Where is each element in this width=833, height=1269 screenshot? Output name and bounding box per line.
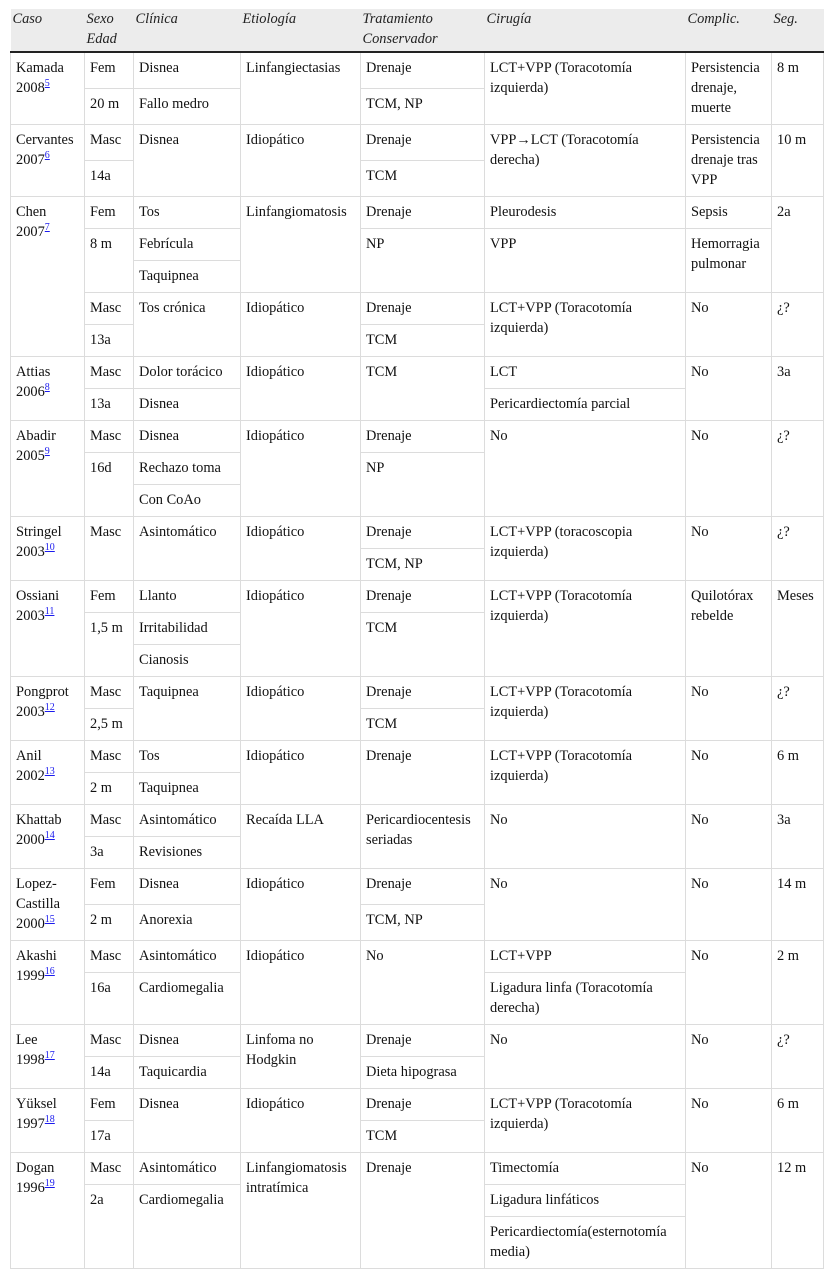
cell-edad: 2 m bbox=[85, 773, 134, 805]
cell-cirugia: Pericardiectomía(esternotomía media) bbox=[485, 1217, 686, 1269]
cell-caso: Lopez-Castilla 2000$^{15}$ bbox=[11, 869, 85, 941]
cell-clinica: Disnea bbox=[134, 1025, 241, 1057]
case-table-container bbox=[10, 9, 824, 1269]
cell-cirugia: LCT+VPP (Toracotomía izquierda) bbox=[485, 581, 686, 677]
cell-tratamiento: No bbox=[361, 941, 485, 1025]
cell-seg: 10 m bbox=[772, 125, 824, 197]
cell-complic: No bbox=[686, 1025, 772, 1089]
table-row bbox=[11, 741, 824, 773]
cell-edad: 14a bbox=[85, 1057, 134, 1089]
cell-etiologia: Idiopático bbox=[241, 741, 361, 805]
cell-clinica: Tos crónica bbox=[134, 293, 241, 357]
cell-complic: Quilotórax rebelde bbox=[686, 581, 772, 677]
header-row bbox=[11, 9, 824, 52]
table-row bbox=[11, 197, 824, 229]
table-row bbox=[11, 421, 824, 453]
cell-cirugia: LCT+VPP bbox=[485, 941, 686, 973]
cell-caso: Cervantes 2007$^6$ bbox=[11, 125, 85, 197]
cell-etiologia: Idiopático bbox=[241, 293, 361, 357]
header-tratamiento: Tratamiento Conservador bbox=[361, 9, 485, 52]
cell-etiologia: Idiopático bbox=[241, 1089, 361, 1153]
cell-edad: 8 m bbox=[85, 229, 134, 293]
cell-complic: No bbox=[686, 869, 772, 941]
cell-cirugia: Timectomía bbox=[485, 1153, 686, 1185]
cell-tratamiento: Pericardiocentesis seriadas bbox=[361, 805, 485, 869]
cell-etiologia: Idiopático bbox=[241, 357, 361, 421]
cell-tratamiento: Drenaje bbox=[361, 293, 485, 325]
cell-tratamiento: TCM, NP bbox=[361, 905, 485, 941]
cell-clinica: Fallo medro bbox=[134, 89, 241, 125]
cell-cirugia: LCT+VPP (Toracotomía izquierda) bbox=[485, 52, 686, 125]
cell-etiologia: Linfoma no Hodgkin bbox=[241, 1025, 361, 1089]
cell-clinica: Dolor torácico bbox=[134, 357, 241, 389]
reference-link[interactable]: 5 bbox=[44, 78, 50, 90]
cell-cirugia: LCT+VPP (Toracotomía izquierda) bbox=[485, 293, 686, 357]
cell-edad: 3a bbox=[85, 837, 134, 869]
cell-tratamiento: Drenaje bbox=[361, 52, 485, 89]
cell-seg: 8 m bbox=[772, 52, 824, 125]
table-row bbox=[11, 1153, 824, 1185]
cell-caso: Yüksel 1997$^{18}$ bbox=[11, 1089, 85, 1153]
cell-cirugia: LCT+VPP (Toracotomía izquierda) bbox=[485, 677, 686, 741]
cell-clinica: Disnea bbox=[134, 125, 241, 197]
cell-clinica: Taquipnea bbox=[134, 261, 241, 293]
table-row bbox=[11, 869, 824, 905]
cell-cirugia: LCT+VPP (Toracotomía izquierda) bbox=[485, 741, 686, 805]
header-sexo-edad: Sexo Edad bbox=[85, 9, 134, 52]
cell-clinica: Revisiones bbox=[134, 837, 241, 869]
cell-sexo: Masc bbox=[85, 1025, 134, 1057]
cell-sexo: Masc bbox=[85, 421, 134, 453]
cell-edad: 14a bbox=[85, 161, 134, 197]
reference-link[interactable]: 16 bbox=[44, 966, 55, 978]
cell-clinica: Asintomático bbox=[134, 1153, 241, 1185]
cell-tratamiento: Drenaje bbox=[361, 197, 485, 229]
cell-tratamiento: Drenaje bbox=[361, 125, 485, 161]
cell-sexo: Masc bbox=[85, 677, 134, 709]
cell-sexo: Fem bbox=[85, 581, 134, 613]
reference-link[interactable]: 18 bbox=[44, 1114, 55, 1126]
reference-link[interactable]: 17 bbox=[44, 1050, 55, 1062]
cell-tratamiento: NP bbox=[361, 229, 485, 293]
table-row bbox=[11, 52, 824, 89]
cell-complic: No bbox=[686, 941, 772, 1025]
header-clinica: Clínica bbox=[134, 9, 241, 52]
cell-clinica: Disnea bbox=[134, 389, 241, 421]
cell-complic: No bbox=[686, 357, 772, 421]
cell-clinica: Asintomático bbox=[134, 517, 241, 581]
cell-clinica: Tos bbox=[134, 741, 241, 773]
cell-sexo: Masc bbox=[85, 517, 134, 581]
reference-link[interactable]: 14 bbox=[44, 830, 55, 842]
cell-etiologia: Idiopático bbox=[241, 517, 361, 581]
cell-tratamiento: TCM, NP bbox=[361, 89, 485, 125]
cell-edad: 1,5 m bbox=[85, 613, 134, 677]
header-etiologia: Etiología bbox=[241, 9, 361, 52]
table-row bbox=[11, 1025, 824, 1057]
header-seg: Seg. bbox=[772, 9, 824, 52]
table-row bbox=[11, 941, 824, 973]
cell-tratamiento: TCM bbox=[361, 709, 485, 741]
table-row bbox=[11, 125, 824, 161]
cell-complic: No bbox=[686, 293, 772, 357]
cell-caso: Stringel 2003$^{10}$ bbox=[11, 517, 85, 581]
cell-seg: ¿? bbox=[772, 1025, 824, 1089]
cell-complic: Persistencia drenaje, muerte bbox=[686, 52, 772, 125]
cell-tratamiento: TCM bbox=[361, 613, 485, 677]
cell-caso: Dogan 1996$^{19}$ bbox=[11, 1153, 85, 1269]
cell-cirugia: VPP→LCT (Toracotomía derecha) bbox=[485, 125, 686, 197]
cell-complic: Persistencia drenaje tras VPP bbox=[686, 125, 772, 197]
cell-tratamiento: TCM bbox=[361, 161, 485, 197]
cell-cirugia: No bbox=[485, 869, 686, 941]
cell-cirugia: No bbox=[485, 421, 686, 517]
cell-complic: No bbox=[686, 741, 772, 805]
cell-etiologia: Idiopático bbox=[241, 941, 361, 1025]
cell-sexo: Fem bbox=[85, 1089, 134, 1121]
table-row bbox=[11, 229, 824, 261]
cell-clinica: Disnea bbox=[134, 421, 241, 453]
reference-link[interactable]: 6 bbox=[44, 150, 50, 162]
cell-clinica: Asintomático bbox=[134, 805, 241, 837]
table-row bbox=[11, 805, 824, 837]
cell-edad: 13a bbox=[85, 325, 134, 357]
cell-tratamiento: Drenaje bbox=[361, 869, 485, 905]
reference-link[interactable]: 12 bbox=[44, 702, 55, 714]
cell-sexo: Masc bbox=[85, 357, 134, 389]
cell-cirugia: Pleurodesis bbox=[485, 197, 686, 229]
cell-edad: 20 m bbox=[85, 89, 134, 125]
cell-etiologia: Recaída LLA bbox=[241, 805, 361, 869]
cell-etiologia: Idiopático bbox=[241, 125, 361, 197]
cell-seg: ¿? bbox=[772, 677, 824, 741]
cell-etiologia: Linfangiomatosis intratímica bbox=[241, 1153, 361, 1269]
cell-cirugia: VPP bbox=[485, 229, 686, 293]
cell-tratamiento: TCM bbox=[361, 1121, 485, 1153]
cell-etiologia: Idiopático bbox=[241, 677, 361, 741]
cell-seg: 3a bbox=[772, 357, 824, 421]
cell-sexo: Masc bbox=[85, 125, 134, 161]
cell-cirugia: LCT bbox=[485, 357, 686, 389]
reference-link[interactable]: 10 bbox=[44, 542, 55, 554]
cell-edad: 2a bbox=[85, 1185, 134, 1269]
cell-clinica: Irritabilidad bbox=[134, 613, 241, 645]
cell-complic: No bbox=[686, 677, 772, 741]
cell-edad: 2 m bbox=[85, 905, 134, 941]
cell-caso: Lee 1998$^{17}$ bbox=[11, 1025, 85, 1089]
reference-link[interactable]: 9 bbox=[44, 446, 50, 458]
cell-caso: Attias 2006$^8$ bbox=[11, 357, 85, 421]
cell-seg: 14 m bbox=[772, 869, 824, 941]
cell-complic: No bbox=[686, 1153, 772, 1269]
cell-clinica: Disnea bbox=[134, 52, 241, 89]
cell-cirugia: Pericardiectomía parcial bbox=[485, 389, 686, 421]
cell-tratamiento: Drenaje bbox=[361, 1153, 485, 1269]
cell-tratamiento: TCM bbox=[361, 357, 485, 421]
table-row bbox=[11, 517, 824, 549]
table-row bbox=[11, 1089, 824, 1121]
cell-clinica: Cardiomegalia bbox=[134, 1185, 241, 1269]
cell-tratamiento: Drenaje bbox=[361, 1089, 485, 1121]
cell-clinica: Con CoAo bbox=[134, 485, 241, 517]
cell-tratamiento: NP bbox=[361, 453, 485, 517]
cell-caso: Chen 2007$^7$ bbox=[11, 197, 85, 357]
cell-sexo: Masc bbox=[85, 293, 134, 325]
table-row bbox=[11, 581, 824, 613]
cell-seg: 2 m bbox=[772, 941, 824, 1025]
case-table bbox=[10, 9, 824, 1269]
reference-link[interactable]: 15 bbox=[44, 914, 55, 926]
cell-clinica: Tos bbox=[134, 197, 241, 229]
cell-seg: ¿? bbox=[772, 293, 824, 357]
cell-seg: 6 m bbox=[772, 741, 824, 805]
header-caso: Caso bbox=[11, 9, 85, 52]
cell-complic: Sepsis bbox=[686, 197, 772, 229]
cell-edad: 16a bbox=[85, 973, 134, 1025]
cell-clinica: Asintomático bbox=[134, 941, 241, 973]
cell-seg: Meses bbox=[772, 581, 824, 677]
cell-etiologia: Idiopático bbox=[241, 581, 361, 677]
cell-caso: Abadir 2005$^9$ bbox=[11, 421, 85, 517]
cell-clinica: Taquicardia bbox=[134, 1057, 241, 1089]
cell-caso: Anil 2002$^{13}$ bbox=[11, 741, 85, 805]
reference-link[interactable]: 8 bbox=[44, 382, 50, 394]
cell-tratamiento: Drenaje bbox=[361, 421, 485, 453]
cell-complic: No bbox=[686, 805, 772, 869]
cell-cirugia: No bbox=[485, 1025, 686, 1089]
table-row bbox=[11, 293, 824, 325]
cell-tratamiento: Drenaje bbox=[361, 741, 485, 805]
cell-complic: No bbox=[686, 1089, 772, 1153]
cell-complic: No bbox=[686, 517, 772, 581]
cell-complic: No bbox=[686, 421, 772, 517]
cell-sexo: Fem bbox=[85, 197, 134, 229]
cell-caso: Ossiani 2003$^{11}$ bbox=[11, 581, 85, 677]
cell-sexo: Masc bbox=[85, 1153, 134, 1185]
cell-sexo: Masc bbox=[85, 805, 134, 837]
cell-clinica: Cianosis bbox=[134, 645, 241, 677]
cell-cirugia: Ligadura linfáticos bbox=[485, 1185, 686, 1217]
cell-etiologia: Idiopático bbox=[241, 869, 361, 941]
reference-link[interactable]: 19 bbox=[44, 1178, 55, 1190]
cell-sexo: Masc bbox=[85, 941, 134, 973]
cell-tratamiento: Drenaje bbox=[361, 677, 485, 709]
cell-sexo: Fem bbox=[85, 869, 134, 905]
cell-edad: 2,5 m bbox=[85, 709, 134, 741]
cell-caso: Akashi 1999$^{16}$ bbox=[11, 941, 85, 1025]
cell-edad: 16d bbox=[85, 453, 134, 517]
header-cirugia: Cirugía bbox=[485, 9, 686, 52]
cell-clinica: Disnea bbox=[134, 1089, 241, 1153]
cell-seg: ¿? bbox=[772, 517, 824, 581]
cell-seg: 6 m bbox=[772, 1089, 824, 1153]
cell-clinica: Llanto bbox=[134, 581, 241, 613]
cell-cirugia: LCT+VPP (toracoscopia izquierda) bbox=[485, 517, 686, 581]
cell-seg: 12 m bbox=[772, 1153, 824, 1269]
cell-caso: Kamada 2008$^5$ bbox=[11, 52, 85, 125]
reference-link[interactable]: 13 bbox=[44, 766, 55, 778]
cell-tratamiento: Drenaje bbox=[361, 581, 485, 613]
cell-tratamiento: Dieta hipograsa bbox=[361, 1057, 485, 1089]
cell-clinica: Febrícula bbox=[134, 229, 241, 261]
cell-seg: ¿? bbox=[772, 421, 824, 517]
table-row bbox=[11, 677, 824, 709]
cell-cirugia: Ligadura linfa (Toracotomía derecha) bbox=[485, 973, 686, 1025]
cell-clinica: Rechazo toma bbox=[134, 453, 241, 485]
cell-sexo: Masc bbox=[85, 741, 134, 773]
cell-caso: Pongprot 2003$^{12}$ bbox=[11, 677, 85, 741]
cell-tratamiento: Drenaje bbox=[361, 517, 485, 549]
cell-clinica: Taquipnea bbox=[134, 773, 241, 805]
reference-link[interactable]: 11 bbox=[44, 606, 55, 618]
cell-seg: 2a bbox=[772, 197, 824, 293]
cell-edad: 13a bbox=[85, 389, 134, 421]
cell-etiologia: Linfangiomatosis bbox=[241, 197, 361, 293]
cell-cirugia: No bbox=[485, 805, 686, 869]
cell-tratamiento: TCM, NP bbox=[361, 549, 485, 581]
cell-caso: Khattab 2000$^{14}$ bbox=[11, 805, 85, 869]
cell-tratamiento: Drenaje bbox=[361, 1025, 485, 1057]
cell-etiologia: Linfangiectasias bbox=[241, 52, 361, 125]
table-row bbox=[11, 357, 824, 389]
cell-clinica: Taquipnea bbox=[134, 677, 241, 741]
header-complic: Complic. bbox=[686, 9, 772, 52]
cell-clinica: Cardiomegalia bbox=[134, 973, 241, 1025]
cell-seg: 3a bbox=[772, 805, 824, 869]
cell-etiologia: Idiopático bbox=[241, 421, 361, 517]
cell-complic: Hemorragia pulmonar bbox=[686, 229, 772, 293]
cell-clinica: Disnea bbox=[134, 869, 241, 905]
cell-tratamiento: TCM bbox=[361, 325, 485, 357]
cell-cirugia: LCT+VPP (Toracotomía izquierda) bbox=[485, 1089, 686, 1153]
reference-link[interactable]: 7 bbox=[44, 222, 50, 234]
cell-clinica: Anorexia bbox=[134, 905, 241, 941]
cell-edad: 17a bbox=[85, 1121, 134, 1153]
cell-sexo: Fem bbox=[85, 52, 134, 89]
